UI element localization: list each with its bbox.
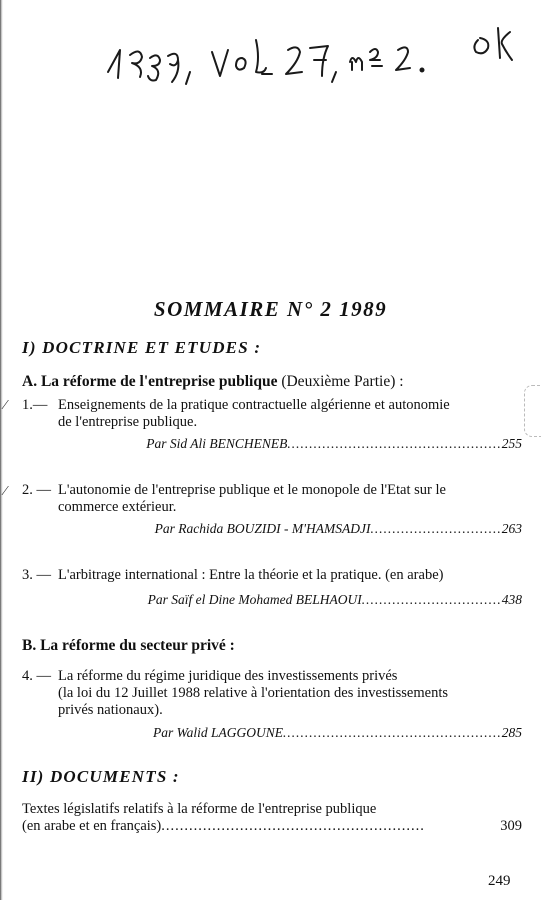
- entry-title-line: L'autonomie de l'entreprise publique et le monopole de l'Etat sur le: [58, 482, 446, 498]
- author-name: Par Saïf el Dine Mohamed BELHAOUI: [147, 592, 362, 607]
- author-name: Par Sid Ali BENCHENEB: [146, 436, 288, 451]
- handwritten-annotation: [0, 10, 541, 90]
- toc-entry-2: [22, 482, 522, 516]
- entry-title-line: L'arbitrage international : Entre la théorie et la pratique. (en arabe): [58, 567, 444, 583]
- check-mark-icon: ⁄: [4, 398, 7, 413]
- subsection-a-heading: [22, 373, 404, 391]
- subsection-b-title: La réforme du secteur privé :: [40, 637, 235, 654]
- subsection-b-letter: B.: [22, 637, 37, 654]
- leader-dots: ................................: [361, 592, 502, 607]
- leader-dots: ..................................................: [283, 725, 502, 740]
- entry-title-line: La réforme du régime juridique des investissements privés: [58, 668, 398, 684]
- toc-entry-3-author: [22, 592, 522, 608]
- handwriting-drawing: [0, 10, 541, 90]
- page-ref: 255: [501, 436, 522, 451]
- leader-dots: .........................................................: [161, 818, 425, 834]
- entry-number: 4. —: [22, 668, 51, 684]
- entry-number: 1.—: [22, 397, 48, 413]
- entry-title-line: de l'entreprise publique.: [58, 414, 198, 430]
- entry-number: 2. —: [22, 482, 51, 498]
- page-number: 249: [488, 873, 511, 889]
- entry-last-line: [22, 818, 522, 835]
- toc-entry-1: [22, 397, 522, 431]
- toc-entry-4-author: [22, 725, 522, 741]
- entry-title-line: (en arabe et en français): [22, 818, 162, 834]
- margin-mark: [524, 385, 541, 437]
- subsection-a-title: La réforme de l'entreprise publique: [40, 373, 278, 390]
- entry-title-line: Enseignements de la pratique contractuelle algérienne et autonomie: [58, 397, 450, 413]
- check-mark-icon: ⁄: [4, 484, 7, 499]
- author-name: Par Rachida BOUZIDI - M'HAMSADJI: [154, 521, 371, 536]
- entry-title-line: commerce extérieur.: [58, 499, 177, 515]
- author-name: Par Walid LAGGOUNE: [152, 725, 283, 740]
- section-heading-documents: II) DOCUMENTS :: [22, 767, 180, 786]
- subsection-a-letter: A.: [22, 373, 38, 390]
- subsection-a-rest: (Deuxième Partie) :: [277, 373, 404, 390]
- page-ref: 438: [501, 592, 522, 607]
- entry-title-line: (la loi du 12 Juillet 1988 relative à l'orientation des investissements: [58, 685, 449, 701]
- toc-entry-documents: [22, 801, 522, 835]
- page-ref: 309: [500, 818, 522, 834]
- leader-dots: ..............................: [370, 521, 502, 536]
- toc-entry-1-author: [22, 436, 522, 452]
- leader-dots: .................................................: [287, 436, 502, 451]
- entry-title-line: privés nationaux).: [58, 702, 163, 718]
- entry-number: 3. —: [22, 567, 51, 583]
- binding-edge: [0, 0, 3, 900]
- page-ref: 285: [501, 725, 522, 740]
- toc-entry-3: [22, 567, 522, 584]
- page-title: SOMMAIRE N° 2 1989: [153, 297, 388, 321]
- subsection-b-heading: [22, 637, 235, 655]
- entry-title-line: Textes législatifs relatifs à la réforme de l'entreprise publique: [22, 801, 377, 817]
- toc-entry-4: [22, 668, 522, 719]
- page-ref: 263: [501, 521, 522, 536]
- toc-entry-2-author: [22, 521, 522, 537]
- section-heading-doctrine: I) DOCTRINE ET ETUDES :: [22, 338, 262, 357]
